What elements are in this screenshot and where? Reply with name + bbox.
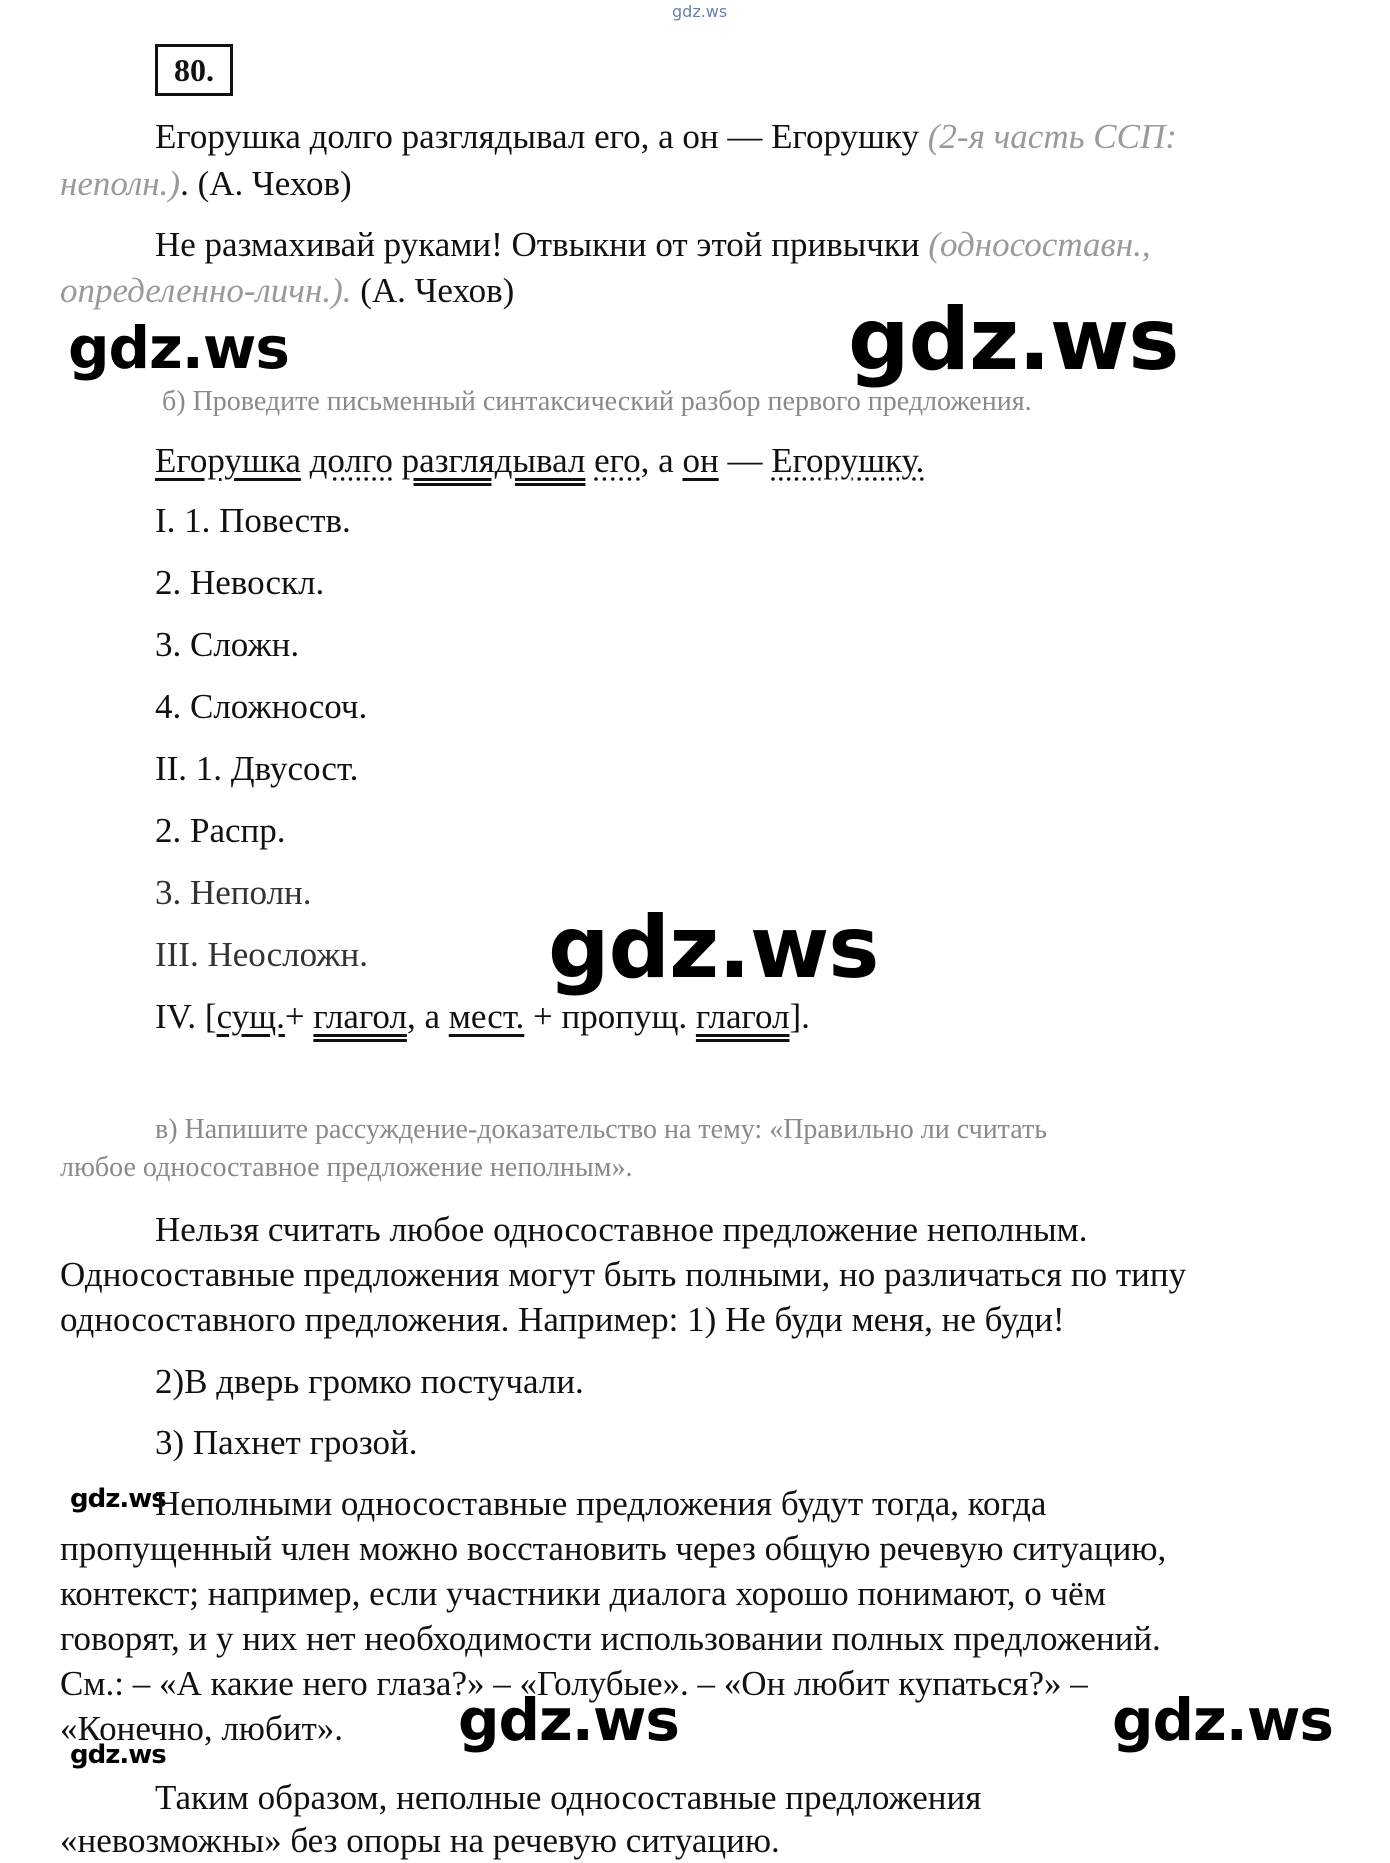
watermark: gdz.ws [70,1484,166,1514]
example-2: 2)В дверь громко постучали. [155,1362,584,1401]
paragraph-2-line-6: «Конечно, любит». [60,1709,344,1748]
task-b: б) Проведите письменный синтаксический разбор первого предложения. [162,386,1032,417]
watermark: gdz.ws [458,1686,679,1754]
task-c-line-1: в) Напишите рассуждение-доказательство на тему: «Правильно ли считать [155,1114,1047,1145]
analysis-item: 4. Сложносоч. [155,687,368,726]
sentence-1-note-b: неполн.) [60,164,181,203]
scheme-mid: , а [406,997,449,1036]
sentence-1-line-2 [60,161,352,206]
sentence-2-text: Не размахивай руками! Отвыкни от этой привычки [155,225,920,264]
paragraph-2-line-1: Неполными односоставные предложения будут тогда, когда [155,1484,1047,1523]
watermark: gdz.ws [70,1740,166,1770]
scheme-prefix: IV. [ [155,997,217,1036]
paragraph-1-line-2: Односоставные предложения могут быть полными, но различаться по типу [60,1255,1187,1294]
adverbial-word: долго [309,441,393,480]
paragraph-2-line-5: См.: – «А какие него глаза?» – «Голубые». – «Он любит купаться?» – [60,1664,1088,1703]
analysis-item: 2. Невоскл. [155,563,325,602]
parsed-sentence [155,438,924,483]
analysis-item: II. 1. Двусост. [155,749,359,788]
analysis-item: I. 1. Повеств. [155,501,351,540]
sentence-2-note-b: определенно-личн.). [60,271,352,310]
paragraph-3-line-2: «невозможны» без опоры на речевую ситуацию. [60,1821,780,1860]
sentence-1-author: . (А. Чехов) [180,164,352,203]
site-tag: gdz.ws [672,2,728,21]
sentence-1-line-1 [155,114,1177,159]
watermark: gdz.ws [1112,1686,1333,1754]
analysis-item: 2. Распр. [155,811,286,850]
paragraph-2-line-4: говорят, и у них нет необходимости использовании полных предложений. [60,1619,1161,1658]
scheme-subject-2: мест. [448,997,525,1036]
sentence-scheme [155,994,810,1039]
sentence-1-text: Егорушка долго разглядывал его, а он — Егорушку [155,117,920,156]
analysis-item: 3. Неполн. [155,873,312,912]
subject-word: Егорушка [155,441,301,480]
example-3: 3) Пахнет грозой. [155,1423,418,1462]
conjunction-text: , а [640,441,683,480]
object-word-2: Егорушку. [771,441,925,480]
exercise-number: 80. [155,44,233,96]
paragraph-2-line-3: контекст; например, если участники диалога хорошо понимают, о чём [60,1574,1106,1613]
paragraph-1-line-3: односоставного предложения. Например: 1) Не буди меня, не буди! [60,1300,1065,1339]
scheme-plus: + [284,997,314,1036]
scheme-plus-2: + пропущ. [524,997,696,1036]
sentence-2-line-1 [155,222,1151,267]
watermark: gdz.ws [548,898,879,998]
dash-text: — [718,441,772,480]
paragraph-3-line-1: Таким образом, неполные односоставные предложения [155,1778,982,1817]
watermark: gdz.ws [848,290,1179,390]
sentence-2-author: (А. Чехов) [351,271,515,310]
scheme-predicate: глагол [313,997,407,1036]
scheme-predicate-2: глагол [695,997,790,1036]
paragraph-2-line-2: пропущенный член можно восстановить через общую речевую ситуацию, [60,1529,1167,1568]
sentence-1-note-a: (2-я часть ССП: [927,117,1177,156]
analysis-item: III. Неосложн. [155,935,368,974]
analysis-item: 3. Сложн. [155,625,300,664]
predicate-word: разглядывал [401,441,586,480]
object-word: его [594,441,641,480]
subject-word-2: он [682,441,719,480]
paragraph-1-line-1: Нельзя считать любое односоставное предложение неполным. [155,1210,1088,1249]
scheme-suffix: ]. [789,997,810,1036]
scheme-subject: сущ. [216,997,285,1036]
sentence-2-note-a: (односоставн., [928,225,1151,264]
sentence-2-line-2 [60,268,514,313]
watermark: gdz.ws [68,314,289,382]
task-c-line-2: любое односоставное предложение неполным». [60,1152,633,1183]
